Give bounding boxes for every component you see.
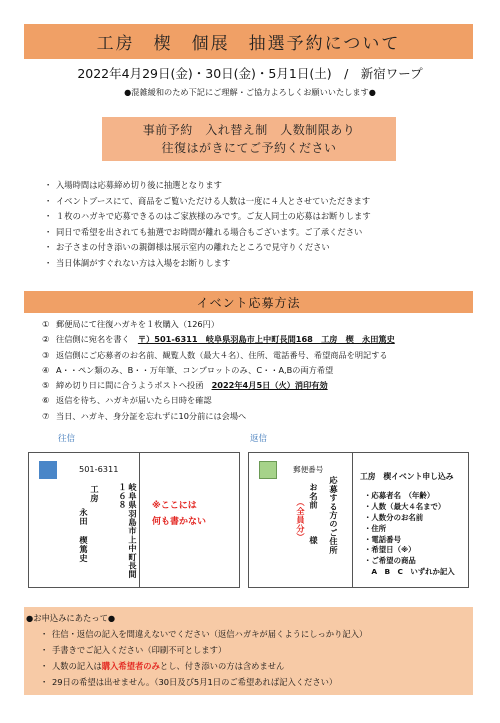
postal-code-label: 郵便番号	[293, 465, 324, 474]
card-divider	[352, 453, 353, 587]
application-field: A B C いずれか記入	[364, 567, 455, 577]
reservation-line-1: 事前予約 入れ替え制 人数制限あり	[142, 123, 356, 137]
stamp-placeholder	[39, 461, 57, 479]
bullet: ・	[44, 242, 53, 252]
rule-item: ・ 同日で希望を出されても抽選でお時間が離れる場合もございます。ご了承ください	[44, 225, 484, 241]
recipient-address: 岐阜県羽島市上中町長間１６８	[118, 483, 138, 579]
application-field: ・人数分のお名前	[364, 512, 424, 522]
application-fields	[364, 491, 455, 578]
mailing-address: 〒）501-6311 岐阜県羽島市上中町長間168 工房 楔 永田篤史	[137, 334, 395, 345]
step-item: ⑦ 当日、ハガキ、身分証を忘れずに10分前には会場へ	[42, 410, 247, 421]
event-method-banner	[24, 291, 473, 313]
event-date-venue: 2022年4月29日(金)・30日(金)・5月1日(土) / 新宿ワープ	[77, 66, 423, 81]
step-item: ④ A・・ペン類のみ、B・・万年筆、コンプロットのみ、C・・A,Bの両方希望	[42, 364, 334, 375]
outgoing-postcard	[28, 452, 240, 588]
step-item: ⑤ 締め切り日に間に合うようポストへ投函 2022年4月5日（火）消印有効	[42, 380, 328, 391]
bullet: ・	[44, 180, 53, 190]
card-divider	[139, 453, 140, 587]
buyers-only-highlight: 購入希望者のみ	[101, 661, 160, 671]
note-item: ・ 手書きでご記入ください（印刷不可とします）	[40, 642, 473, 658]
step-item: ⑥ 返信を待ち、ハガキが届いたら日時を確認	[42, 395, 212, 406]
bullet: ・	[44, 211, 53, 221]
step-item: ① 郵便局にて往復ハガキを１枚購入（126円）	[42, 319, 220, 329]
steps-list	[42, 317, 482, 424]
application-notes-list	[26, 626, 473, 690]
return-postcard	[248, 452, 469, 588]
rule-item: ・ お子さまの付き添いの親御様は展示室内の離れたところで見守りください	[44, 240, 484, 256]
bullet: ・	[44, 195, 53, 206]
bullet: ・	[40, 661, 49, 671]
note-item: ・ 29日の希望は出せません。（30日及び5月1日のご希望あれば記入ください）	[40, 674, 473, 690]
note-item: ・ 往信・返信の記入を間違えないでください（返信ハガキが届くようにしっかり記入）	[40, 626, 473, 642]
recipient-name-line2: 永田 楔	[79, 508, 89, 545]
do-not-write-note: ※ここには 何も書かない	[152, 501, 207, 527]
rules-list	[44, 178, 484, 271]
bullet: ・	[40, 629, 49, 639]
recipient-name-line1: 工房	[90, 485, 100, 503]
rule-item: ・ 当日体調がすぐれない方は入場をお断りします	[44, 256, 484, 272]
recipient-name-line3: 篤史	[79, 545, 89, 563]
stamp-placeholder	[259, 461, 277, 479]
bullet: ・	[40, 645, 49, 655]
address-label: 応募する方のご住所	[329, 476, 339, 555]
application-title: 工房 楔イベント申し込み	[360, 472, 454, 481]
step-item: ② 往信側に宛名を書く 〒）501-6311 岐阜県羽島市上中町長間168 工房 楔 永田篤史	[42, 334, 395, 345]
cooperation-notice: ●混雑緩和のため下記にご理解・ご協力よろしくお願いいたします●	[124, 87, 376, 97]
page-title: 工房 楔 個展 抽選予約について	[96, 34, 401, 54]
deadline: 2022年4月5日（火）消印有効	[211, 380, 328, 391]
application-field: ・住所	[364, 523, 387, 533]
bullet: ・	[44, 226, 53, 237]
title-banner	[24, 24, 473, 59]
outgoing-label: 往信	[58, 434, 76, 444]
return-label: 返信	[250, 434, 268, 444]
rule-item: ・ 入場時間は応募締め切り後に抽選となります	[44, 178, 484, 194]
note-item: ・ 人数の記入は購入希望者のみとし、付き添いの方は含めません	[40, 658, 473, 674]
all-members-note: （全員分）	[296, 498, 306, 542]
postal-code: 501-6311	[79, 464, 119, 474]
reservation-line-2: 往復はがきにてご予約ください	[161, 141, 337, 155]
application-field: ・ご希望の商品	[364, 556, 416, 566]
application-notes	[24, 607, 473, 695]
application-field: ・電話番号	[364, 534, 401, 544]
bullet: ・	[40, 677, 49, 687]
rule-item: ・ イベントブースにて、商品をご覧いただける人数は一度に４人とさせていただきます	[44, 194, 484, 210]
reservation-box	[102, 117, 396, 161]
application-notes-heading: ●お申込みにあたって●	[26, 613, 116, 623]
name-label: お名前	[309, 483, 319, 510]
application-field: ・人数（最大４名まで）	[364, 501, 446, 511]
application-field: ・希望日（※）	[364, 545, 416, 555]
bullet: ・	[44, 257, 53, 268]
application-field: ・応募者名 （年齢）	[364, 491, 435, 500]
event-method-title: イベント応募方法	[196, 295, 301, 310]
sama-label: 様	[309, 536, 319, 545]
rule-item: ・ １枚のハガキで応募できるのはご家族様のみです。ご友人同士の応募はお断りします	[44, 209, 484, 225]
step-item: ③ 返信側にご応募者のお名前、観覧人数（最大４名）、住所、電話番号、希望商品を明記する	[42, 349, 388, 360]
